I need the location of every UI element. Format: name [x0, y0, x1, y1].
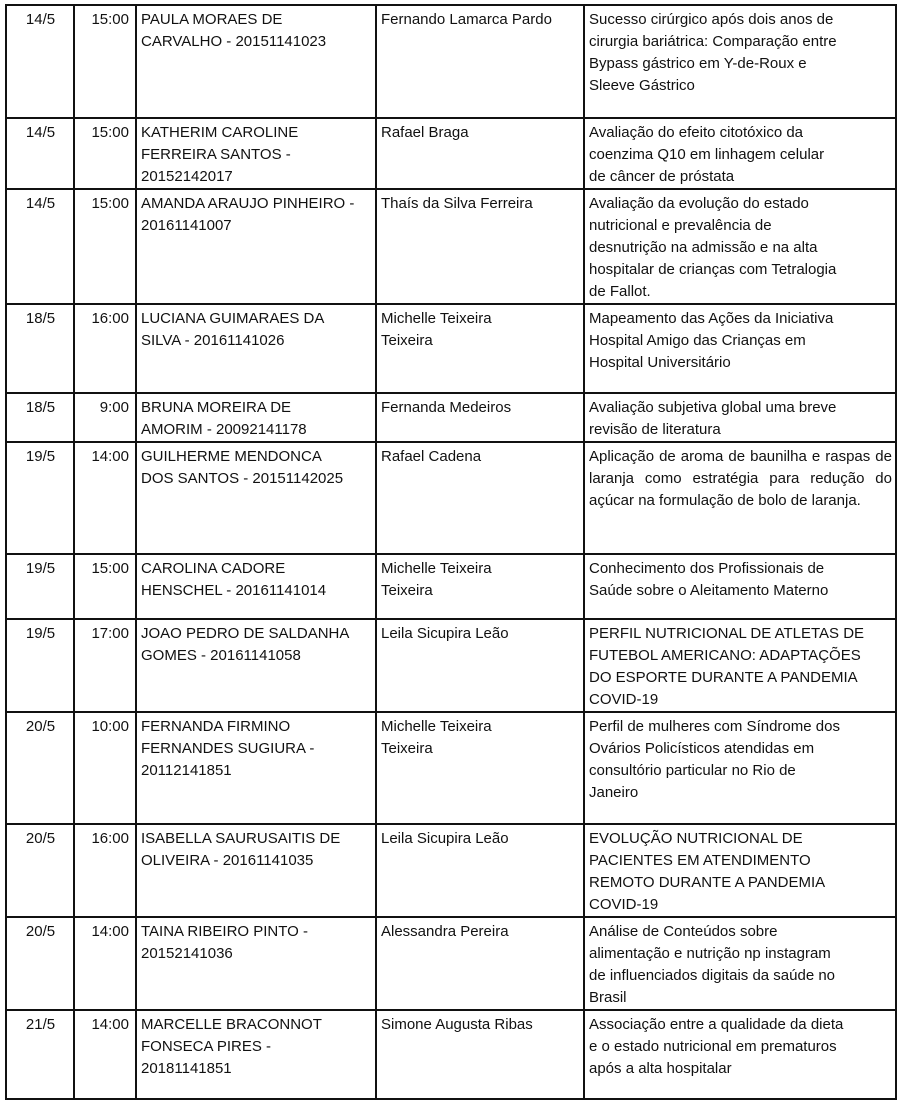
advisor-cell: Michelle Teixeira Teixeira: [376, 712, 584, 824]
student-cell: CAROLINA CADORE HENSCHEL - 20161141014: [136, 554, 376, 619]
table-row: [6, 5, 896, 118]
time-cell: 15:00: [74, 5, 136, 118]
student-cell: PAULA MORAES DE CARVALHO - 20151141023: [136, 5, 376, 118]
date-cell: 20/5: [6, 824, 74, 917]
time-cell: 16:00: [74, 304, 136, 393]
time-cell: 16:00: [74, 824, 136, 917]
student-cell: BRUNA MOREIRA DE AMORIM - 20092141178: [136, 393, 376, 442]
time-cell: 17:00: [74, 619, 136, 712]
title-cell: EVOLUÇÃO NUTRICIONAL DE PACIENTES EM ATENDIMENTO REMOTO DURANTE A PANDEMIA COVID-19: [584, 824, 896, 917]
table-row: [6, 304, 896, 393]
student-cell: GUILHERME MENDONCA DOS SANTOS - 20151142025: [136, 442, 376, 554]
title-cell: Avaliação da evolução do estado nutricional e prevalência de desnutrição na admissão e na alta hospitalar de crianças com Tetralogia de Fallot.: [584, 189, 896, 304]
time-cell: 10:00: [74, 712, 136, 824]
table-row: [6, 712, 896, 824]
time-cell: 14:00: [74, 917, 136, 1010]
student-cell: LUCIANA GUIMARAES DA SILVA - 20161141026: [136, 304, 376, 393]
table-row: [6, 554, 896, 619]
date-cell: 18/5: [6, 304, 74, 393]
time-cell: 9:00: [74, 393, 136, 442]
title-cell: Associação entre a qualidade da dieta e o estado nutricional em prematuros após a alta hospitalar: [584, 1010, 896, 1099]
advisor-cell: Michelle Teixeira Teixeira: [376, 554, 584, 619]
date-cell: 14/5: [6, 189, 74, 304]
date-cell: 19/5: [6, 442, 74, 554]
table-row: [6, 189, 896, 304]
table-row: [6, 1010, 896, 1099]
title-cell: PERFIL NUTRICIONAL DE ATLETAS DE FUTEBOL AMERICANO: ADAPTAÇÕES DO ESPORTE DURANTE A PANDEMIA COVID-19: [584, 619, 896, 712]
title-cell: Avaliação subjetiva global uma breve revisão de literatura: [584, 393, 896, 442]
date-cell: 20/5: [6, 712, 74, 824]
student-cell: TAINA RIBEIRO PINTO - 20152141036: [136, 917, 376, 1010]
advisor-cell: Alessandra Pereira: [376, 917, 584, 1010]
date-cell: 20/5: [6, 917, 74, 1010]
date-cell: 21/5: [6, 1010, 74, 1099]
date-cell: 14/5: [6, 5, 74, 118]
table-row: [6, 442, 896, 554]
advisor-cell: Fernanda Medeiros: [376, 393, 584, 442]
title-cell: Mapeamento das Ações da Iniciativa Hospital Amigo das Crianças em Hospital Universitário: [584, 304, 896, 393]
table-row: [6, 917, 896, 1010]
time-cell: 15:00: [74, 189, 136, 304]
advisor-cell: Leila Sicupira Leão: [376, 824, 584, 917]
time-cell: 15:00: [74, 554, 136, 619]
student-cell: ISABELLA SAURUSAITIS DE OLIVEIRA - 20161141035: [136, 824, 376, 917]
date-cell: 18/5: [6, 393, 74, 442]
date-cell: 19/5: [6, 554, 74, 619]
title-cell: Sucesso cirúrgico após dois anos de cirurgia bariátrica: Comparação entre Bypass gástrico em Y-de-Roux e Sleeve Gástrico: [584, 5, 896, 118]
student-cell: FERNANDA FIRMINO FERNANDES SUGIURA - 20112141851: [136, 712, 376, 824]
date-cell: 19/5: [6, 619, 74, 712]
title-cell: Conhecimento dos Profissionais de Saúde sobre o Aleitamento Materno: [584, 554, 896, 619]
student-cell: MARCELLE BRACONNOT FONSECA PIRES - 20181141851: [136, 1010, 376, 1099]
title-cell: Aplicação de aroma de baunilha e raspas de laranja como estratégia para redução do açúcar na formulação de bolo de laranja.: [584, 442, 896, 554]
time-cell: 14:00: [74, 442, 136, 554]
table-row: [6, 824, 896, 917]
student-cell: JOAO PEDRO DE SALDANHA GOMES - 20161141058: [136, 619, 376, 712]
advisor-cell: Michelle Teixeira Teixeira: [376, 304, 584, 393]
student-cell: KATHERIM CAROLINE FERREIRA SANTOS - 20152142017: [136, 118, 376, 189]
table-row: [6, 393, 896, 442]
advisor-cell: Rafael Braga: [376, 118, 584, 189]
time-cell: 15:00: [74, 118, 136, 189]
time-cell: 14:00: [74, 1010, 136, 1099]
table-row: [6, 118, 896, 189]
advisor-cell: Fernando Lamarca Pardo: [376, 5, 584, 118]
title-cell: Análise de Conteúdos sobre alimentação e nutrição np instagram de influenciados digitais da saúde no Brasil: [584, 917, 896, 1010]
advisor-cell: Leila Sicupira Leão: [376, 619, 584, 712]
title-cell: Avaliação do efeito citotóxico da coenzima Q10 em linhagem celular de câncer de próstata: [584, 118, 896, 189]
student-cell: AMANDA ARAUJO PINHEIRO - 20161141007: [136, 189, 376, 304]
advisor-cell: Rafael Cadena: [376, 442, 584, 554]
table-row: [6, 619, 896, 712]
defense-schedule-table: [5, 4, 897, 1100]
advisor-cell: Thaís da Silva Ferreira: [376, 189, 584, 304]
advisor-cell: Simone Augusta Ribas: [376, 1010, 584, 1099]
title-cell: Perfil de mulheres com Síndrome dos Ovários Policísticos atendidas em consultório particular no Rio de Janeiro: [584, 712, 896, 824]
date-cell: 14/5: [6, 118, 74, 189]
